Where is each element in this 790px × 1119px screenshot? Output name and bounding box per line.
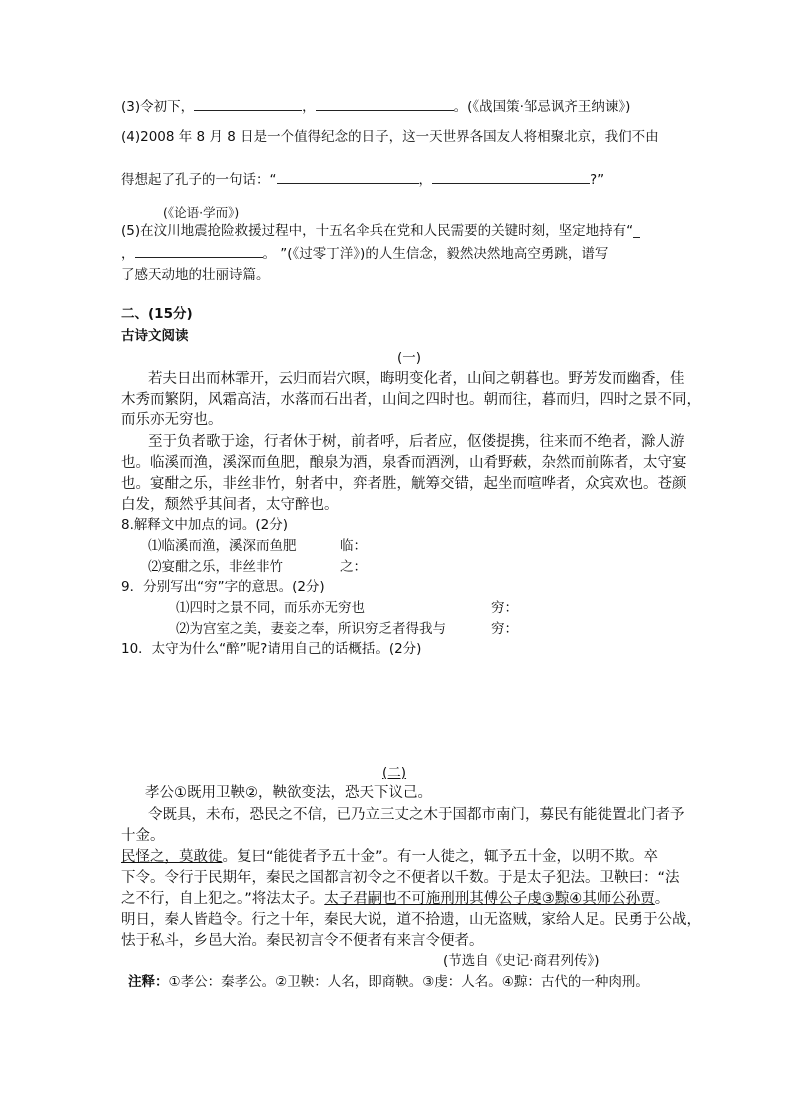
passage-1-line: 也。临溪而渔，溪深而鱼肥，酿泉为酒，泉香而酒洌，山肴野蔌，杂然而前陈者，太守宴: [121, 455, 687, 471]
q4-line2-sep: ，: [418, 172, 432, 188]
passage-2-line: 令既具，未布，恐民之不信，已乃立三丈之木于国都市南门，募民有能徙置北门者予: [148, 807, 685, 823]
question-8-2-label: 之：: [340, 559, 367, 575]
q3-prefix: (3)令初下，: [121, 99, 195, 115]
underlined-sentence: 太子君嗣也不可施刑刑其傅公子虔③黥④其师公孙贾: [324, 891, 655, 907]
passage-2-line: 怯于私斗，乡邑大治。秦民初言令不便者有来言令便者。: [121, 933, 484, 949]
question-4-line1: (4)2008 年 8 月 8 日是一个值得纪念的日子，这一天世界各国友人将相聚北京，我们不由: [121, 129, 659, 145]
passage-2-line: 十金。: [121, 828, 165, 844]
section-subheader: 古诗文阅读: [121, 328, 189, 344]
question-5-line1: (5)在汶川地震抢险救援过程中，十五名伞兵在党和人民需要的关键时刻，坚定地持有“_: [121, 223, 640, 239]
question-5-line2: [121, 244, 608, 263]
passage-1-line: 也。宴酣之乐，非丝非竹，射者中，弈者胜，觥筹交错，起坐而喧哗者，众宾欢也。苍颜: [121, 476, 687, 492]
q4-line2-prefix: 得想起了孔子的一句话：“: [121, 172, 277, 188]
passage-1-line: 若夫日出而林霏开，云归而岩穴暝，晦明变化者，山间之朝暮也。野芳发而幽香，佳: [148, 371, 685, 387]
passage-2-line-b: 。: [654, 891, 670, 907]
q3-sep: ，: [302, 99, 316, 115]
passage-2-line: 明日，秦人皆趋令。行之十年，秦民大说，道不拾遗，山无盗贼，家给人足。民勇于公战，: [121, 912, 701, 928]
passage-2-marker: (二): [382, 765, 407, 781]
passage-2-line-a: 之不行，自上犯之。”将法太子。: [121, 891, 325, 907]
passage-1-line: 而乐亦无穷也。: [121, 412, 223, 428]
answer-blank[interactable]: [432, 170, 590, 184]
answer-blank[interactable]: [277, 170, 419, 184]
passage-2-line: 下令。令行于民期年，秦民之国都言初令之不便者以千数。于是太子犯法。卫鞅曰：“法: [121, 870, 680, 886]
q3-suffix: 。(《战国策·邹忌讽齐王纳谏》): [453, 99, 631, 115]
notes-text: ①孝公：秦孝公。②卫鞅：人名，即商鞅。③虔：人名。④黥：古代的一种肉刑。: [168, 974, 649, 990]
answer-blank[interactable]: [135, 244, 263, 258]
section-header: 二、(15分): [121, 306, 193, 322]
question-5-line3: 了感天动地的壮丽诗篇。: [121, 267, 270, 283]
passage-1-line: 至于负者歌于途，行者休于树，前者呼，后者应，伛偻提携，往来而不绝者，滁人游: [148, 434, 685, 450]
passage-1-line: 木秀而繁阴，风霜高洁，水落而石出者，山间之四时也。朝而往，暮而归，四时之景不同，: [121, 392, 701, 408]
question-3: [121, 97, 630, 116]
passage-2-line-rest: 。复曰“能徙者予五十金”。有一人徙之，辄予五十金，以明不欺。卒: [222, 849, 659, 865]
q5-line2-suffix: 。 ”(《过零丁洋》)的人生信念，毅然决然地高空勇跳，谱写: [262, 246, 609, 262]
question-8: 8.解释文中加点的词。(2分): [121, 517, 289, 533]
question-8-1: ⑴临溪而渔，溪深而鱼肥: [148, 538, 297, 554]
question-4-source: (《论语·学而》): [163, 205, 240, 220]
underlined-phrase: 民怪之，莫敢徙: [121, 849, 223, 865]
passage-2-line: [121, 848, 658, 866]
notes-label: 注释：: [128, 974, 169, 990]
answer-blank[interactable]: [194, 97, 302, 111]
notes: [128, 973, 649, 991]
question-4-line2: [121, 170, 604, 189]
answer-blank[interactable]: [316, 97, 454, 111]
q4-line2-suffix: ?”: [590, 172, 605, 188]
question-9-1: ⑴四时之景不同，而乐亦无穷也: [176, 600, 365, 616]
passage-1-marker: (一): [397, 350, 422, 366]
question-9-1-label: 穷：: [491, 600, 518, 616]
passage-1-line: 白发，颓然乎其间者，太守醉也。: [121, 497, 339, 513]
passage-2-source: (节选自《史记·商君列传》): [443, 953, 600, 969]
question-9: 9．分别写出“穷”字的意思。(2分): [121, 579, 325, 595]
question-9-2: ⑵为宫室之美，妻妾之奉，所识穷乏者得我与: [176, 621, 446, 637]
question-9-2-label: 穷：: [491, 621, 518, 637]
question-8-1-label: 临：: [340, 538, 367, 554]
question-10: 10．太守为什么“醉”呢?请用自己的话概括。(2分): [121, 641, 422, 657]
passage-2-line: 孝公①既用卫鞅②，鞅欲变法，恐天下议己。: [145, 785, 432, 801]
question-8-2: ⑵宴酣之乐，非丝非竹: [148, 559, 283, 575]
q5-line2-prefix: ，: [121, 246, 135, 262]
passage-2-line: [121, 890, 669, 908]
